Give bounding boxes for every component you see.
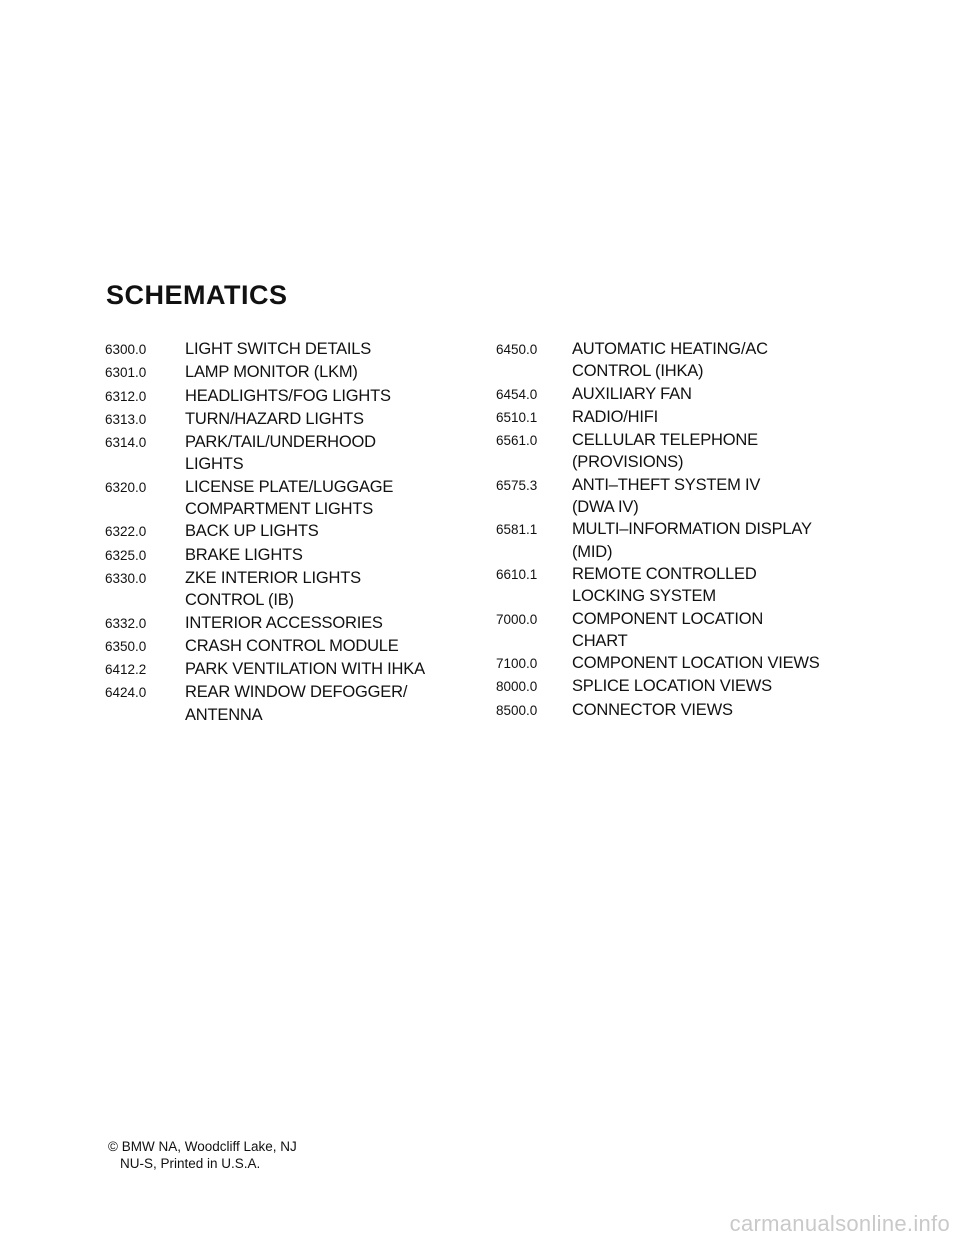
toc-entry-title: [185, 658, 425, 680]
toc-entry-title: [572, 675, 772, 697]
toc-entry-title-line: LICENSE PLATE/LUGGAGE: [185, 477, 394, 496]
toc-entry: [105, 612, 425, 635]
toc-entry-title: [185, 544, 303, 566]
toc-entry-title-line: ZKE INTERIOR LIGHTS: [185, 568, 361, 587]
toc-entry-title-line: LOCKING SYSTEM: [572, 587, 716, 606]
toc-entry: [496, 338, 820, 383]
toc-entry-title-line: AUTOMATIC HEATING/AC: [572, 340, 768, 358]
toc-entry-code: 6581.1: [496, 522, 538, 538]
toc-entry: [496, 563, 820, 608]
toc-entry-code: 6313.0: [105, 411, 147, 427]
toc-entry-title: [572, 383, 692, 405]
toc-entry-code: 6325.0: [105, 547, 147, 563]
toc-entry-title-line: LAMP MONITOR (LKM): [185, 363, 358, 382]
toc-entry-title-line: SPLICE LOCATION VIEWS: [572, 677, 772, 696]
toc-entry-code: 6322.0: [105, 524, 147, 540]
footer-copyright: © BMW NA, Woodcliff Lake, NJ: [108, 1139, 297, 1154]
toc-entry-title-line: COMPARTMENT LIGHTS: [185, 500, 374, 519]
toc-entry-title: [185, 385, 391, 407]
toc-entry-title: [572, 563, 757, 608]
toc-entry-title: [185, 567, 361, 612]
toc-entry: [105, 338, 425, 361]
toc-entry-code: 6454.0: [496, 386, 538, 402]
toc-entry-title: [185, 431, 376, 476]
toc-entry-code: 6575.3: [496, 477, 538, 493]
toc-entry-title-line: (DWA IV): [572, 498, 639, 517]
toc-entry-title: [185, 681, 407, 726]
toc-entry: [496, 518, 820, 563]
toc-entry-title-line: CONTROL (IB): [185, 591, 294, 610]
toc-entry-code: 6424.0: [105, 685, 147, 701]
toc-entry: [496, 699, 820, 722]
toc-entry-code: 7000.0: [496, 611, 538, 627]
toc-entry-title-line: REAR WINDOW DEFOGGER/: [185, 683, 408, 702]
toc-entry: [105, 567, 425, 612]
toc-entry-code: 6350.0: [105, 638, 147, 654]
toc-entry: [496, 474, 820, 519]
toc-entry: [105, 635, 425, 658]
toc-entry-title-line: CONNECTOR VIEWS: [572, 700, 733, 719]
page-title: SCHEMATICS: [106, 280, 288, 310]
toc-entry-title: [185, 338, 371, 360]
toc-entry: [105, 544, 425, 567]
toc-entry-title: [185, 612, 383, 634]
toc-entry-code: 6561.0: [496, 433, 538, 449]
toc-entry: [105, 431, 425, 476]
toc-entry: [496, 383, 820, 406]
toc-entry-code: 6412.2: [105, 662, 147, 678]
toc-entry-title-line: HEADLIGHTS/FOG LIGHTS: [185, 386, 391, 405]
toc-entry-code: 6320.0: [105, 479, 147, 495]
toc-entry-title-line: INTERIOR ACCESSORIES: [185, 613, 383, 632]
toc-entry-title-line: BACK UP LIGHTS: [185, 522, 319, 541]
toc-entry: [496, 652, 820, 675]
toc-entry-code: 6312.0: [105, 388, 147, 404]
toc-entry-title-line: ANTENNA: [185, 705, 263, 724]
toc-entry-code: 8500.0: [496, 702, 538, 718]
toc-entry-code: 6314.0: [105, 435, 147, 451]
footer: [108, 1138, 297, 1172]
toc-entry-code: 7100.0: [496, 656, 538, 672]
toc-entry-title: [572, 608, 763, 653]
toc-entry: [105, 408, 425, 431]
toc-entry-title: [572, 429, 758, 474]
toc-entry-code: 6610.1: [496, 566, 538, 582]
toc-entry: [496, 608, 820, 653]
toc-entry-title-line: PARK/TAIL/UNDERHOOD: [185, 433, 376, 452]
toc-entry: [105, 681, 425, 726]
toc-entry: [496, 429, 820, 474]
toc-entry-code: 6300.0: [105, 342, 147, 357]
toc-entry-title: [185, 520, 319, 542]
toc-right-column: [496, 338, 820, 722]
toc-entry-code: 6301.0: [105, 365, 147, 381]
toc-entry-title: [185, 361, 358, 383]
footer-printed: NU-S, Printed in U.S.A.: [120, 1156, 261, 1171]
toc-entry-title: [185, 635, 399, 657]
toc-entry-title-line: LIGHT SWITCH DETAILS: [185, 340, 372, 358]
toc-entry-title: [572, 518, 812, 563]
toc-entry-title: [185, 408, 364, 430]
toc-entry-title: [572, 699, 733, 721]
toc-entry-title-line: ANTI–THEFT SYSTEM IV: [572, 475, 761, 494]
toc-left-column: [105, 338, 425, 726]
toc-entry: [105, 476, 425, 521]
toc-entry-title-line: REMOTE CONTROLLED: [572, 564, 757, 583]
toc-entry-code: 8000.0: [496, 679, 538, 695]
toc-entry-code: 6510.1: [496, 409, 538, 425]
toc-entry-title: [572, 652, 820, 674]
toc-entry-title-line: (PROVISIONS): [572, 453, 684, 472]
toc-entry-title-line: AUXILIARY FAN: [572, 384, 692, 403]
toc-entry-title-line: PARK VENTILATION WITH IHKA: [185, 660, 425, 679]
watermark: carmanualsonline.info: [729, 1211, 950, 1236]
toc-entry-title: [185, 476, 393, 521]
toc-entry-title-line: BRAKE LIGHTS: [185, 545, 303, 564]
toc-entry-code: 6330.0: [105, 570, 147, 586]
toc-entry-title-line: CELLULAR TELEPHONE: [572, 431, 758, 450]
toc-entry: [105, 520, 425, 543]
toc-entry: [105, 385, 425, 408]
toc-entry-title-line: CONTROL (IHKA): [572, 362, 704, 381]
toc-entry: [105, 658, 425, 681]
toc-entry-title-line: COMPONENT LOCATION VIEWS: [572, 654, 820, 673]
toc-entry-title: [572, 406, 658, 428]
toc-entry: [496, 675, 820, 698]
toc-entry: [496, 406, 820, 429]
toc-entry-title-line: MULTI–INFORMATION DISPLAY: [572, 520, 812, 539]
toc-entry-title: [572, 338, 768, 383]
toc-entry-title-line: LIGHTS: [185, 455, 244, 474]
toc-entry-title-line: CRASH CONTROL MODULE: [185, 636, 399, 655]
toc-entry-title: [572, 474, 760, 519]
toc-entry-title-line: RADIO/HIFI: [572, 407, 659, 426]
toc-entry: [105, 361, 425, 384]
toc-entry-title-line: COMPONENT LOCATION: [572, 609, 764, 628]
toc-entry-code: 6332.0: [105, 615, 147, 631]
toc-entry-title-line: (MID): [572, 542, 613, 561]
toc-entry-title-line: CHART: [572, 631, 628, 650]
toc-entry-title-line: TURN/HAZARD LIGHTS: [185, 409, 364, 428]
toc-entry-code: 6450.0: [496, 342, 538, 357]
